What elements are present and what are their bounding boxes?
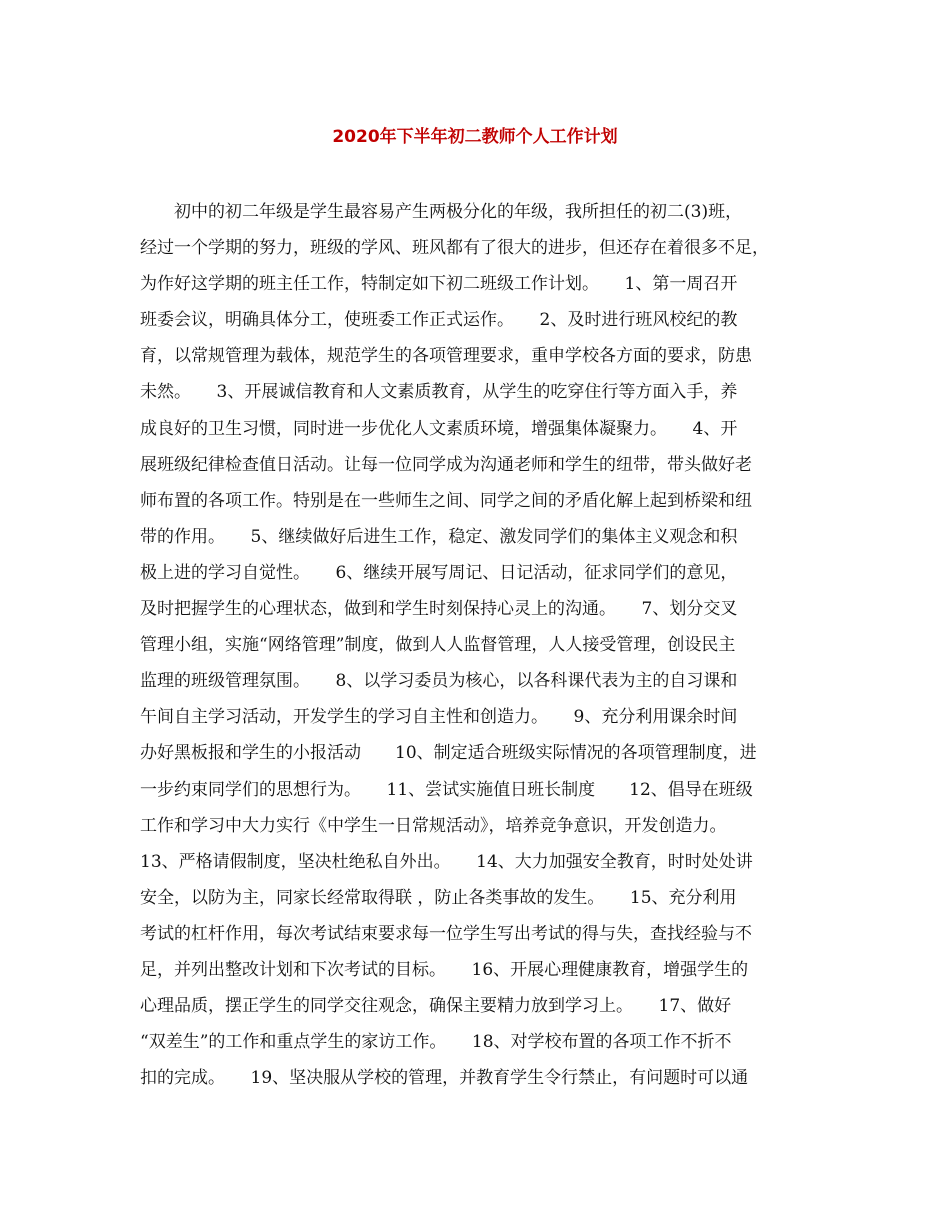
text-line: 带的作用。 5、继续做好后进生工作，稳定、激发同学们的集体主义观念和积	[140, 526, 738, 547]
text-line: 成良好的卫生习惯，同时进一步优化人文素质环境，增强集体凝聚力。 4、开	[140, 418, 738, 439]
text-line: 育，以常规管理为载体，规范学生的各项管理要求，重申学校各方面的要求，防患	[140, 346, 752, 367]
text-line: 办好黑板报和学生的小报活动 10、制定适合班级实际情况的各项管理制度，进	[140, 743, 757, 764]
text-line: 初中的初二年级是学生最容易产生两极分化的年级，我所担任的初二(3)班，	[140, 202, 743, 222]
text-line: 考试的杠杆作用，每次考试结束要求每一位学生写出考试的得与失，查找经验与不	[140, 923, 752, 944]
text-line: 心理品质，摆正学生的同学交往观念，确保主要精力放到学习上。 17、做好	[140, 996, 732, 1017]
text-line: 13、严格请假制度，坚决杜绝私自外出。 14、大力加强安全教育，时时处处讲	[140, 851, 753, 872]
text-line: “双差生”的工作和重点学生的家访工作。 18、对学校布置的各项工作不折不	[140, 1032, 732, 1053]
text-line: 安全，以防为主，同家长经常取得联 ，防止各类事故的发生。 15、充分利用	[140, 887, 737, 908]
text-line: 及时把握学生的心理状态，做到和学生时刻保持心灵上的沟通。 7、划分交叉	[140, 599, 738, 620]
text-line: 极上进的学习自觉性。 6、继续开展写周记、日记活动，征求同学们的意见，	[140, 562, 738, 583]
body-text	[140, 194, 820, 1096]
text-line: 午间自主学习活动，开发学生的学习自主性和创造力。 9、充分利用课余时间	[140, 707, 738, 728]
text-line: 管理小组，实施“网络管理”制度，做到人人监督管理，人人接受管理，创设民主	[140, 635, 736, 656]
text-line: 为作好这学期的班主任工作，特制定如下初二班级工作计划。 1、第一周召开	[140, 274, 738, 295]
text-line: 监理的班级管理氛围。 8、以学习委员为核心，以各科课代表为主的自习课和	[140, 671, 738, 692]
text-line: 未然。 3、开展诚信教育和人文素质教育，从学生的吃穿住行等方面入手，养	[140, 382, 738, 403]
text-line: 扣的完成。 19、坚决服从学校的管理，并教育学生令行禁止，有问题时可以通	[140, 1068, 749, 1089]
page-title: 2020年下半年初二教师个人工作计划	[332, 127, 618, 147]
text-line: 工作和学习中大力实行《中学生一日常规活动》，培养竞争意识，开发创造力。	[140, 815, 727, 836]
text-line: 师布置的各项工作。特别是在一些师生之间、同学之间的矛盾化解上起到桥梁和纽	[140, 490, 752, 511]
text-line: 经过一个学期的努力，班级的学风、班风都有了很大的进步，但还存在着很多不足，	[140, 238, 769, 259]
text-line: 一步约束同学们的思想行为。 11、尝试实施值日班长制度 12、倡导在班级	[140, 779, 753, 800]
text-line: 展班级纪律检查值日活动。让每一位同学成为沟通老师和学生的纽带，带头做好老	[140, 454, 752, 475]
text-line: 班委会议，明确具体分工，使班委工作正式运作。 2、及时进行班风校纪的教	[140, 310, 738, 331]
text-line: 足，并列出整改计划和下次考试的目标。 16、开展心理健康教育，增强学生的	[140, 959, 749, 980]
